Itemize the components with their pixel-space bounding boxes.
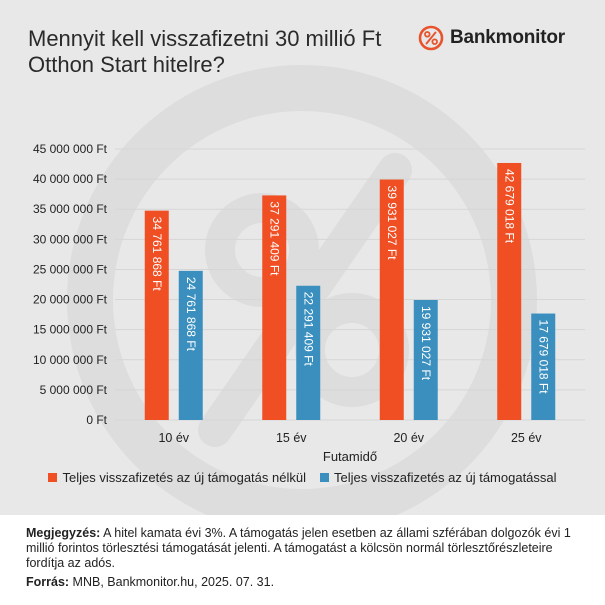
brand-name: Bankmonitor [450, 27, 565, 48]
chart-title-line-1: Mennyit kell visszafizetni 30 millió Ft [28, 26, 382, 51]
x-tick-label: 15 év [275, 431, 307, 445]
legend-label-series-b: Teljes visszafizetés az új támogatással [333, 470, 557, 485]
source-label: Forrás: [26, 575, 70, 589]
chart-title-line-2: Otthon Start hitelre? [28, 52, 225, 77]
y-tick-label: 25 000 000 Ft [32, 262, 107, 277]
y-tick-label: 20 000 000 Ft [32, 292, 107, 307]
legend-swatch-series-b [320, 473, 329, 482]
legend-item-series-b [320, 470, 557, 485]
y-tick-label: 15 000 000 Ft [32, 322, 107, 337]
data-label: 37 291 409 Ft [267, 201, 282, 276]
y-tick-label: 35 000 000 Ft [32, 202, 107, 217]
source [26, 575, 586, 590]
note-text: A hitel kamata évi 3%. A támogatás jelen esetben az állami szférában dolgozók évi 1 millió forintos törlesztési támogatását jelenti. A támogatást a kölcsön normál törlesztőrészleteire fordítja az adós. [26, 526, 571, 570]
y-tick-label: 40 000 000 Ft [32, 172, 107, 187]
x-axis-title: Futamidő [322, 449, 378, 464]
legend-label-series-a: Teljes visszafizetés az új támogatás nélkül [62, 470, 306, 485]
data-label: 42 679 018 Ft [502, 168, 517, 244]
data-label: 39 931 027 Ft [384, 185, 399, 260]
y-tick-label: 45 000 000 Ft [32, 142, 107, 156]
note-label: Megjegyzés: [26, 526, 101, 540]
y-tick-label: 0 Ft [86, 413, 107, 427]
source-text: MNB, Bankmonitor.hu, 2025. 07. 31. [69, 575, 275, 589]
y-tick-label: 10 000 000 Ft [32, 352, 107, 367]
data-label: 17 679 018 Ft [536, 319, 551, 394]
data-label: 24 761 868 Ft [183, 276, 198, 351]
legend-item-series-a [48, 470, 306, 485]
x-tick-label: 25 év [510, 431, 542, 445]
data-label: 34 761 868 Ft [149, 216, 164, 291]
legend-swatch-series-a [48, 473, 57, 482]
data-label: 22 291 409 Ft [301, 291, 316, 366]
footnotes [26, 526, 586, 590]
x-tick-label: 20 év [393, 431, 425, 445]
data-label: 19 931 027 Ft [418, 305, 433, 381]
y-tick-label: 30 000 000 Ft [32, 232, 107, 247]
x-tick-label: 10 év [158, 431, 190, 445]
y-tick-label: 5 000 000 Ft [39, 382, 107, 397]
note [26, 526, 586, 571]
chart-legend [0, 470, 605, 485]
